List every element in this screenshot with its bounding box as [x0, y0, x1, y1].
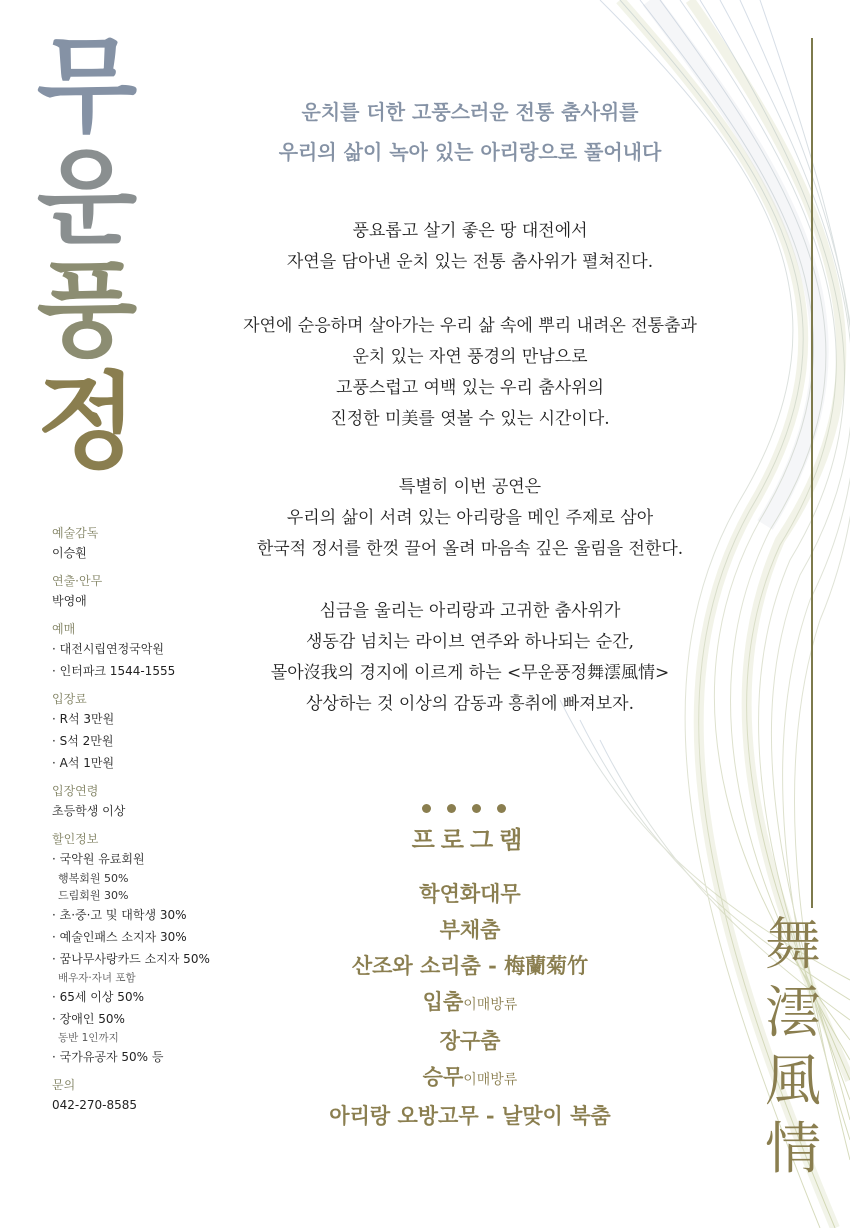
info-label: 입장연령: [52, 784, 99, 798]
title-char-2: 운: [36, 136, 138, 259]
kanji-char: 風: [765, 1049, 821, 1114]
program-item-name: 학연화대무: [419, 881, 521, 906]
headline-line: 우리의 삶이 녹아 있는 아리랑으로 풀어내다: [278, 140, 662, 164]
info-item: · 65세 이상 50%: [52, 990, 144, 1004]
paragraph-3: [200, 472, 740, 565]
info-label: 할인정보: [52, 832, 99, 846]
paragraph-line: 심금을 울리는 아리랑과 고귀한 춤사위가: [319, 601, 621, 621]
info-item: · R석 3만원: [52, 712, 115, 726]
info-note: 동반 1인까지: [58, 1032, 119, 1044]
kanji-char: 情: [765, 1117, 821, 1182]
info-age: [52, 782, 252, 822]
dot: [497, 804, 506, 813]
paragraph-line: 우리의 삶이 서려 있는 아리랑을 메인 주제로 삼아: [286, 508, 654, 528]
info-item: · 국가유공자 50% 등: [52, 1050, 164, 1064]
vertical-divider: [811, 38, 813, 908]
paragraph-4: [200, 596, 740, 720]
paragraph-line: 상상하는 것 이상의 감동과 흥취에 빠져보자.: [305, 694, 635, 714]
paragraph-line: 풍요롭고 살기 좋은 땅 대전에서: [352, 221, 588, 241]
dot: [447, 804, 456, 813]
info-label: 문의: [52, 1078, 76, 1092]
program-item-name: 승무: [422, 1064, 464, 1089]
dot: [472, 804, 481, 813]
program-item-sub: 이매방류: [463, 1072, 518, 1088]
info-item: · 인터파크 1544-1555: [52, 664, 176, 678]
info-item: · 국악원 유료회원: [52, 852, 145, 866]
paragraph-line: 생동감 넘치는 라이브 연주와 하나되는 순간,: [305, 632, 635, 652]
program-item: [200, 1059, 740, 1098]
info-note: 배우자·자녀 포함: [58, 972, 136, 984]
title-char-4: 정: [36, 360, 138, 483]
program-title: 프로그램: [411, 825, 529, 854]
kanji-char: 澐: [765, 981, 821, 1046]
info-label: 입장료: [52, 692, 87, 706]
info-subitem: 드림회원 30%: [58, 889, 129, 902]
program-item-name: 부채춤: [439, 917, 501, 942]
info-item: · 장애인 50%: [52, 1012, 125, 1026]
dot: [422, 804, 431, 813]
program-item: [200, 876, 740, 912]
program-item-name: 산조와 소리춤 - 梅蘭菊竹: [351, 953, 589, 978]
info-label: 연출·안무: [52, 574, 103, 588]
info-value: 초등학생 이상: [52, 804, 126, 818]
decorative-dots: [422, 798, 522, 817]
title-char-3: 풍: [36, 248, 138, 371]
headline: [200, 92, 740, 172]
paragraph-line: 자연에 순응하며 살아가는 우리 삶 속에 뿌리 내려온 전통춤과: [243, 316, 697, 336]
info-item: · S석 2만원: [52, 734, 114, 748]
info-item: · 꿈나무사랑카드 소지자 50%: [52, 952, 210, 966]
program-item-name: 아리랑 오방고무 - 날맞이 북춤: [329, 1103, 611, 1128]
info-item: · 대전시립연정국악원: [52, 642, 164, 656]
info-item: · 예술인패스 소지자 30%: [52, 930, 187, 944]
program-item: [200, 1023, 740, 1059]
info-label: 예술감독: [52, 526, 99, 540]
program-item: [200, 948, 740, 984]
kanji-char: 舞: [765, 913, 821, 978]
headline-line: 운치를 더한 고풍스러운 전통 춤사위를: [301, 100, 639, 124]
paragraph-line: 진정한 미美를 엿볼 수 있는 시간이다.: [330, 409, 610, 429]
title-char-1: 무: [36, 24, 138, 147]
program-item: [200, 984, 740, 1023]
info-value: 042-270-8585: [52, 1098, 138, 1112]
info-subitem: 행복회원 50%: [58, 872, 129, 885]
program-item-sub: 이매방류: [463, 997, 518, 1013]
paragraph-2: [200, 311, 740, 435]
paragraph-line: 운치 있는 자연 풍경의 만남으로: [352, 347, 588, 367]
paragraph-line: 한국적 정서를 한껏 끌어 올려 마음속 깊은 울림을 전한다.: [256, 539, 684, 559]
paragraph-line: 고풍스럽고 여백 있는 우리 춤사위의: [336, 378, 604, 398]
info-value: 박영애: [52, 594, 87, 608]
program-list: [200, 876, 740, 1134]
program-item-name: 입춤: [422, 989, 464, 1014]
paragraph-line: 특별히 이번 공연은: [398, 477, 542, 497]
program-item: [200, 912, 740, 948]
program-item: [200, 1098, 740, 1134]
paragraph-line: 몰아沒我의 경지에 이르게 하는 <무운풍정舞澐風情>: [270, 663, 670, 683]
program-item-name: 장구춤: [439, 1028, 501, 1053]
kanji-title: [748, 912, 838, 1184]
vertical-title: [22, 24, 152, 483]
paragraph-line: 자연을 담아낸 운치 있는 전통 춤사위가 펼쳐진다.: [286, 252, 654, 272]
paragraph-1: [200, 216, 740, 278]
info-item: · 초·중·고 및 대학생 30%: [52, 908, 187, 922]
info-value: 이승훤: [52, 546, 87, 560]
info-item: · A석 1만원: [52, 756, 115, 770]
info-label: 예매: [52, 622, 76, 636]
